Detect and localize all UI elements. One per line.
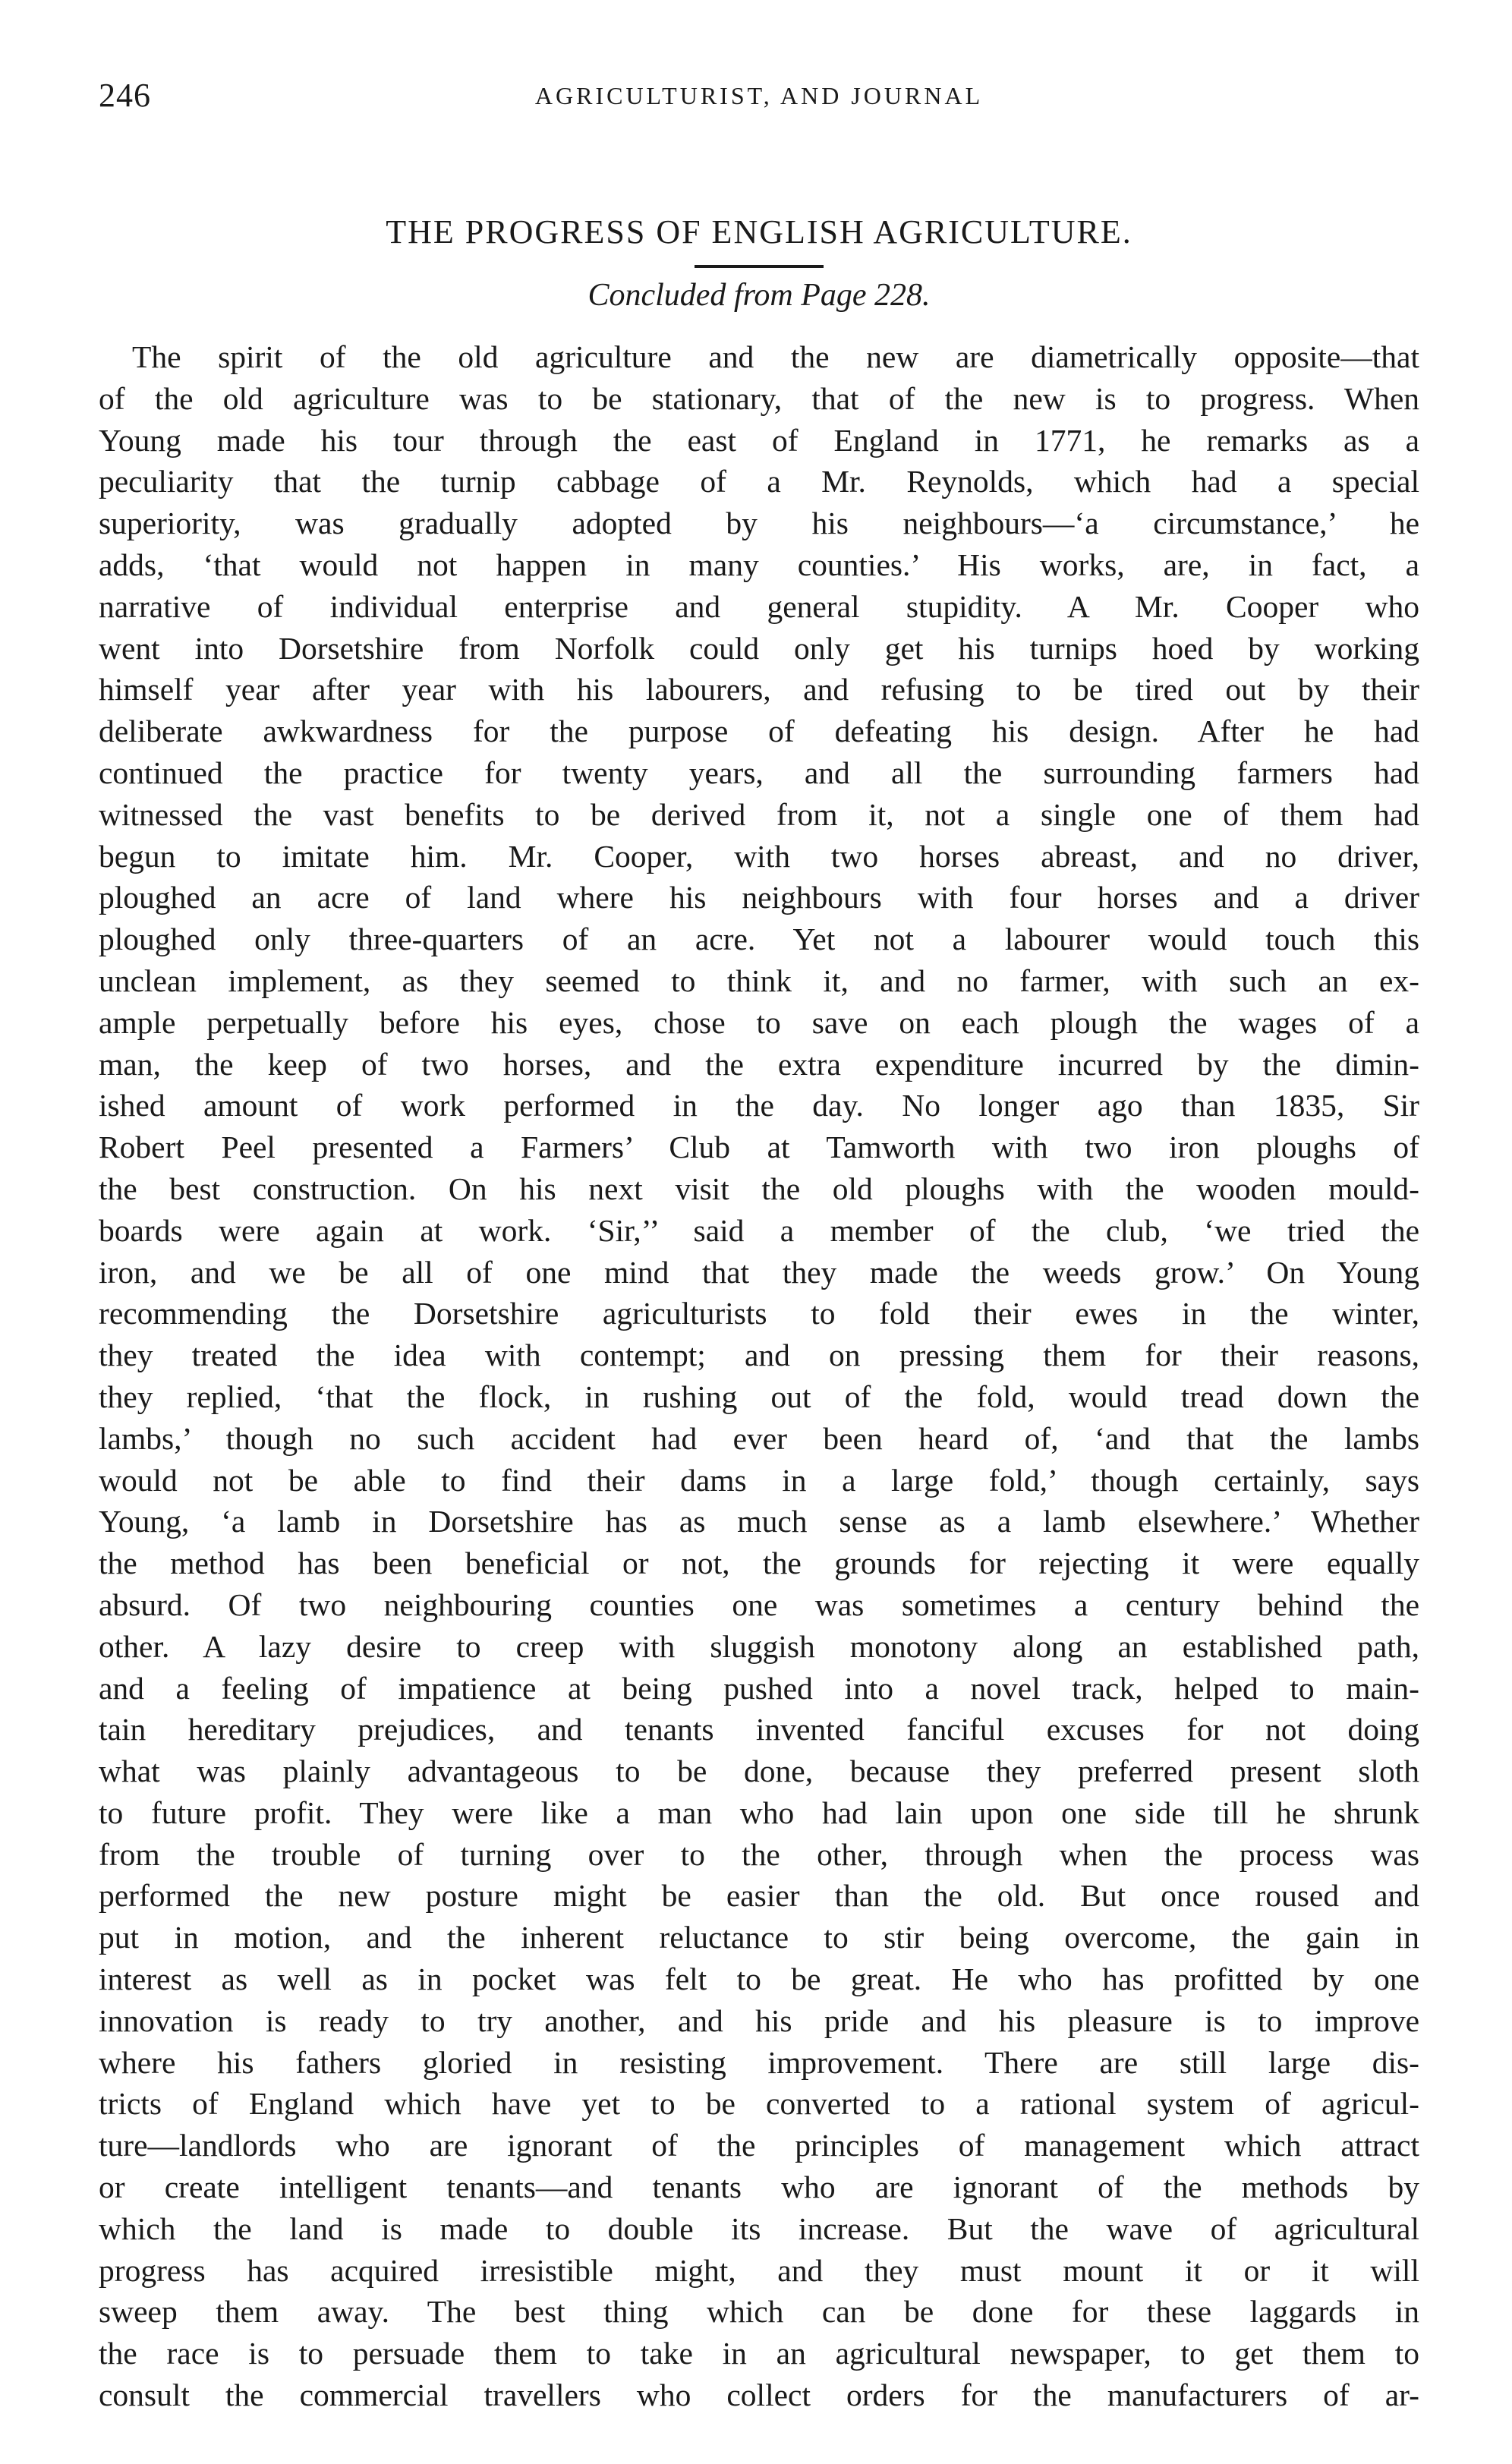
- text-line: or create intelligent tenants—and tenants who are ignorant of the methods by: [99, 2169, 1419, 2205]
- text-line: ploughed only three-quarters of an acre. Yet not a labourer would touch this: [99, 922, 1419, 957]
- page: [99, 76, 1419, 2416]
- text-line: to future profit. They were like a man who had lain upon one side till he shrunk: [99, 1794, 1419, 1830]
- text-line: tricts of England which have yet to be converted to a rational system of agricul-: [99, 2086, 1419, 2122]
- text-line: what was plainly advantageous to be done, because they preferred present sloth: [99, 1753, 1419, 1789]
- text-line: other. A lazy desire to creep with sluggish monotony along an established path,: [99, 1628, 1419, 1664]
- text-line: from the trouble of turning over to the other, through when the process was: [99, 1836, 1419, 1872]
- text-line: Robert Peel presented a Farmers’ Club at Tamworth with two iron ploughs of: [99, 1130, 1419, 1165]
- text-line: recommending the Dorsetshire agriculturists to fold their ewes in the winter,: [99, 1296, 1419, 1331]
- text-line: himself year after year with his labourers, and refusing to be tired out by their: [99, 672, 1419, 707]
- text-line: they replied, ‘that the flock, in rushing out of the fold, would tread down the: [99, 1379, 1419, 1414]
- article-body: [99, 336, 1419, 2416]
- text-line: of the old agriculture was to be stationary, that of the new is to progress. When: [99, 380, 1419, 416]
- text-line: man, the keep of two horses, and the extra expenditure incurred by the dimin-: [99, 1046, 1419, 1082]
- text-line: the race is to persuade them to take in an agricultural newspaper, to get them to: [99, 2336, 1419, 2371]
- continuation-note: Concluded from Page 228.: [587, 278, 931, 313]
- text-line: went into Dorsetshire from Norfolk could only get his turnips hoed by working: [99, 630, 1419, 666]
- text-line: consult the commercial travellers who collect orders for the manufacturers of ar-: [99, 2377, 1419, 2413]
- text-line: innovation is ready to try another, and his pride and his pleasure is to improve: [99, 2002, 1419, 2038]
- text-line: put in motion, and the inherent reluctance to stir being overcome, the gain in: [99, 1920, 1419, 1955]
- page-number: 246: [99, 77, 151, 114]
- text-line: peculiarity that the turnip cabbage of a Mr. Reynolds, which had a special: [99, 464, 1419, 499]
- text-line: sweep them away. The best thing which can be done for these laggards in: [99, 2294, 1419, 2330]
- text-line: deliberate awkwardness for the purpose of defeating his design. After he had: [99, 714, 1419, 749]
- text-line: witnessed the vast benefits to be derived from it, not a single one of them had: [99, 796, 1419, 832]
- text-line: and a feeling of impatience at being pushed into a novel track, helped to main-: [99, 1670, 1419, 1706]
- text-line: ished amount of work performed in the day. No longer ago than 1835, Sir: [99, 1088, 1419, 1123]
- text-line: begun to imitate him. Mr. Cooper, with two horses abreast, and no driver,: [99, 838, 1419, 874]
- title-rule: [695, 265, 824, 268]
- text-line: narrative of individual enterprise and general stupidity. A Mr. Cooper who: [99, 588, 1419, 624]
- text-line: performed the new posture might be easier than the old. But once roused and: [99, 1878, 1419, 1914]
- text-line: progress has acquired irresistible might, and they must mount it or it will: [99, 2252, 1419, 2288]
- text-line: continued the practice for twenty years, and all the surrounding farmers had: [99, 755, 1419, 790]
- text-line: unclean implement, as they seemed to think it, and no farmer, with such an ex-: [99, 963, 1419, 998]
- text-line: tain hereditary prejudices, and tenants invented fanciful excuses for not doing: [99, 1712, 1419, 1747]
- text-line: The spirit of the old agriculture and the new are diametrically opposite—that: [132, 339, 1419, 374]
- text-line: absurd. Of two neighbouring counties one was sometimes a century behind the: [99, 1586, 1419, 1622]
- text-line: superiority, was gradually adopted by his neighbours—‘a circumstance,’ he: [99, 506, 1419, 541]
- text-line: where his fathers gloried in resisting improvement. There are still large dis-: [99, 2044, 1419, 2080]
- text-line: would not be able to find their dams in a large fold,’ though certainly, says: [99, 1462, 1419, 1498]
- running-head: [99, 76, 1419, 129]
- text-line: which the land is made to double its increase. But the wave of agricultural: [99, 2210, 1419, 2246]
- text-line: ture—landlords who are ignorant of the principles of management which attract: [99, 2128, 1419, 2163]
- text-line: interest as well as in pocket was felt to be great. He who has profitted by one: [99, 1961, 1419, 1997]
- text-line: ample perpetually before his eyes, chose to save on each plough the wages of a: [99, 1004, 1419, 1040]
- text-line: iron, and we be all of one mind that they made the weeds grow.’ On Young: [99, 1254, 1419, 1290]
- text-line: Young made his tour through the east of England in 1771, he remarks as a: [99, 422, 1419, 458]
- text-line: they treated the idea with contempt; and on pressing them for their reasons,: [99, 1338, 1419, 1373]
- text-line: the method has been beneficial or not, the grounds for rejecting it were equally: [99, 1546, 1419, 1581]
- text-line: adds, ‘that would not happen in many counties.’ His works, are, in fact, a: [99, 547, 1419, 582]
- text-line: ploughed an acre of land where his neighbours with four horses and a driver: [99, 880, 1419, 915]
- text-line: Young, ‘a lamb in Dorsetshire has as much sense as a lamb elsewhere.’ Whether: [99, 1504, 1419, 1539]
- article-title: THE PROGRESS OF ENGLISH AGRICULTURE.: [386, 213, 1132, 250]
- journal-title: AGRICULTURIST, AND JOURNAL: [534, 82, 984, 109]
- text-line: lambs,’ though no such accident had ever been heard of, ‘and that the lambs: [99, 1420, 1419, 1456]
- text-line: boards were again at work. ‘Sir,’’ said a member of the club, ‘we tried the: [99, 1212, 1419, 1248]
- text-line: the best construction. On his next visit the old ploughs with the wooden mould-: [99, 1171, 1419, 1206]
